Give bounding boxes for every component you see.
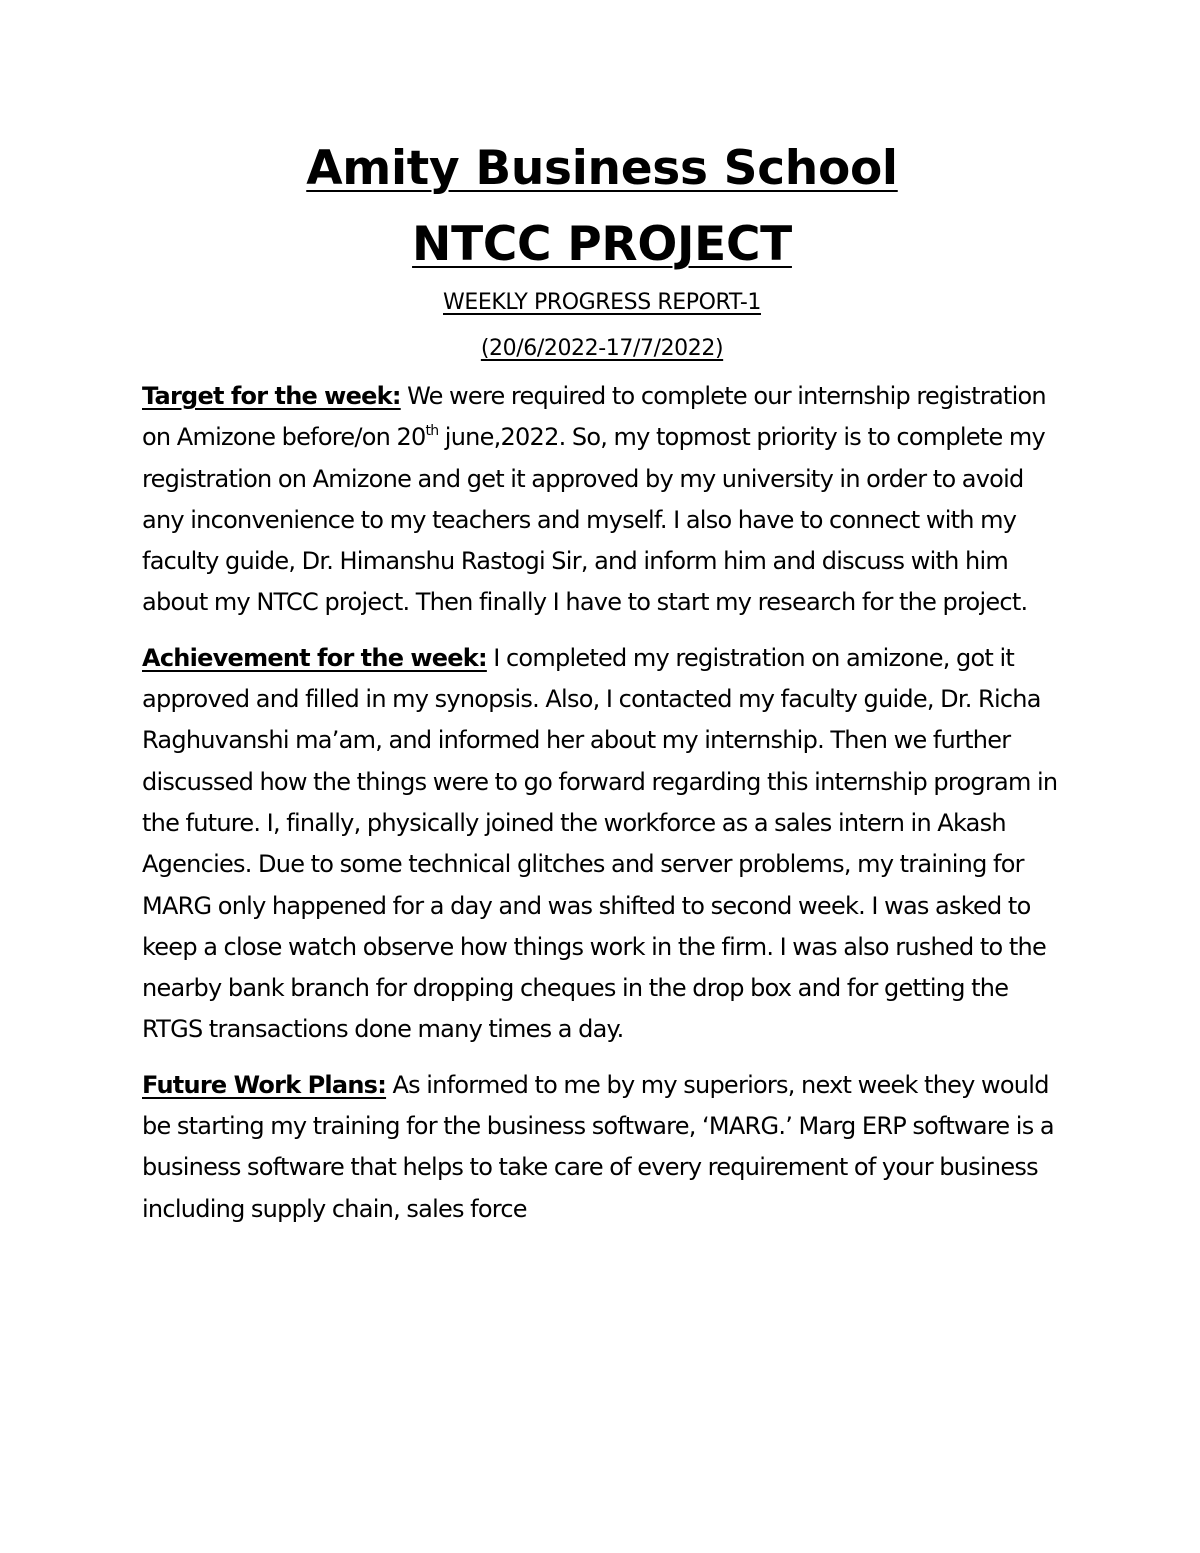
target-text-part1: We were required to complete our internship registration on Amizone before/on 20 [142, 382, 1046, 452]
achievement-paragraph [142, 638, 1062, 1051]
future-label: Future Work Plans: [142, 1070, 387, 1099]
future-paragraph [142, 1065, 1062, 1230]
achievement-text: I completed my registration on amizone, got it approved and filled in my synopsis. Also, I contacted my faculty guide, Dr. Richa Raghuvanshi ma’am, and informed her about my internship. Then we further discussed how the things were to go forward regarding this internship program in the future. I, finally, physically joined the workforce as a sales intern in Akash Agencies. Due to some technical glitches and server problems, my training for MARG only happened for a day and was shifted to second week. I was asked to keep a close watch observe how things work in the firm. I was also rushed to the nearby bank branch for dropping cheques in the drop box and for getting the RTGS transactions done many times a day. [142, 643, 1058, 1044]
target-paragraph [142, 376, 1062, 624]
document-page [142, 140, 1062, 1230]
report-title: WEEKLY PROGRESS REPORT-1 [443, 290, 761, 315]
project-title: NTCC PROJECT [412, 217, 792, 272]
target-label: Target for the week: [142, 382, 401, 410]
future-text: As informed to me by my superiors, next week they would be starting my training for the business software, ‘MARG.’ Marg ERP software is a business software that helps to take care of every requirement of your business including supply chain, sales force [142, 1070, 1054, 1223]
school-title: Amity Business School [306, 141, 898, 196]
target-superscript: th [425, 423, 439, 440]
report-date-range: (20/6/2022-17/7/2022) [480, 336, 724, 361]
target-text-part2: june,2022. So, my topmost priority is to complete my registration on Amizone and get it approved by my university in order to avoid any inconvenience to my teachers and myself. I also have to connect with my faculty guide, Dr. Himanshu Rastogi Sir, and inform him and discuss with him about my NTCC project. Then finally I have to start my research for the project. [142, 423, 1045, 617]
achievement-label: Achievement for the week: [142, 643, 487, 672]
